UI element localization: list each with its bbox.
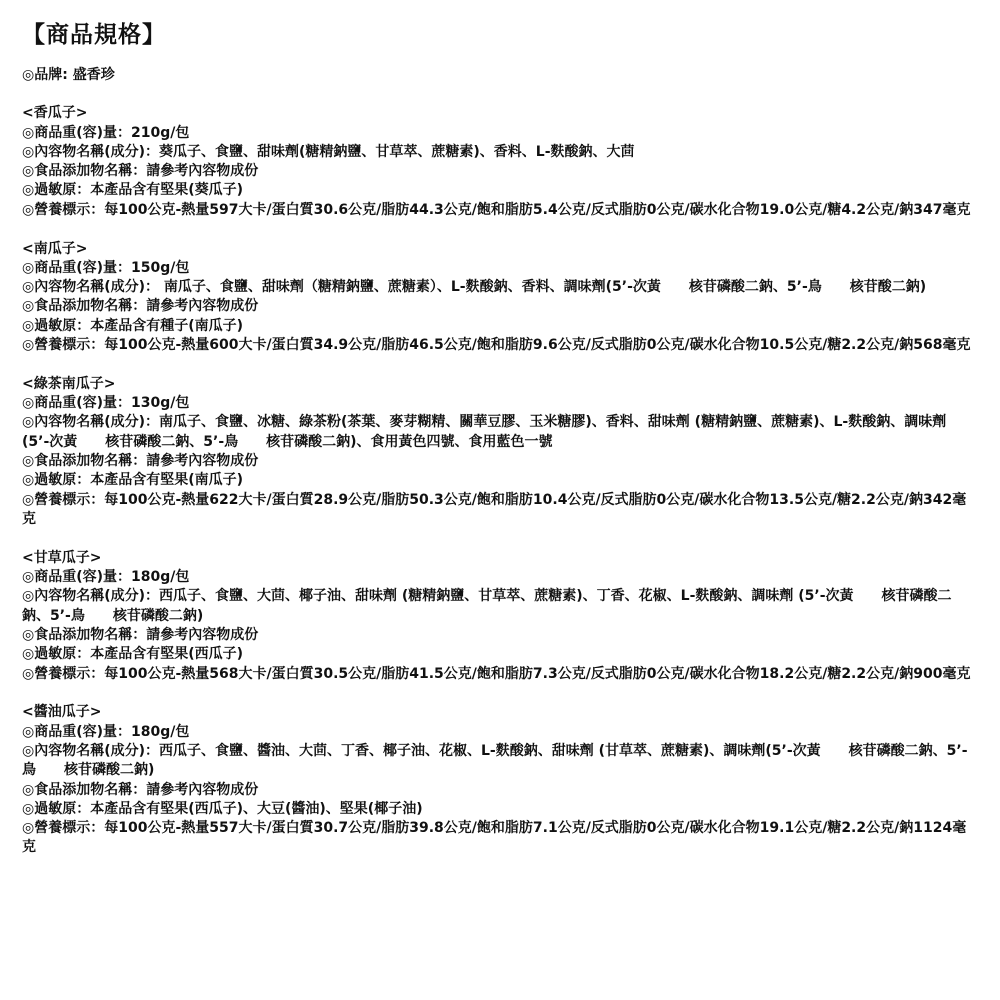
additives-line: ◎食品添加物名稱：請參考內容物成份 [22, 298, 259, 315]
allergen-line: ◎過敏原：本產品含有堅果(西瓜子) [22, 646, 244, 663]
net-weight-line: ◎商品重(容)量：150g/包 [22, 259, 190, 276]
additives-line: ◎食品添加物名稱：請參考內容物成份 [22, 453, 259, 470]
allergen-line: ◎過敏原：本產品含有堅果(南瓜子) [22, 472, 244, 489]
section-header: <甘草瓜子> [22, 549, 102, 566]
ingredients-line: ◎內容物名稱(成分)： 南瓜子、食鹽、甜味劑（糖精鈉鹽、蔗糖素）、L-麩酸鈉、香料、調味劑(5’-次黃 核苷磷酸二鈉、5’-鳥 核苷酸二鈉) [22, 279, 927, 296]
allergen-line: ◎過敏原：本產品含有堅果(葵瓜子) [22, 182, 244, 199]
section-header: <醬油瓜子> [22, 704, 102, 721]
section-header: <綠茶南瓜子> [22, 375, 116, 392]
nutrition-line: ◎營養標示：每100公克-熱量600大卡/蛋白質34.9公克/脂肪46.5公克/飽和脂肪9.6公克/反式脂肪0公克/碳水化合物10.5公克/糖2.2公克/鈉568毫克 [22, 337, 971, 354]
net-weight-line: ◎商品重(容)量：130g/包 [22, 395, 190, 412]
spec-document [22, 14, 977, 877]
ingredients-line: ◎內容物名稱(成分)：西瓜子、食鹽、大茴、椰子油、甜味劑 (糖精鈉鹽、甘草萃、蔗糖素)、丁香、花椒、L-麩酸鈉、調味劑 (5’-次黃 核苷磷酸二鈉、5’-鳥 核苷磷酸二鈉) [22, 588, 952, 624]
net-weight-line: ◎商品重(容)量：180g/包 [22, 569, 190, 586]
product-section-jiangyou-guazi [22, 703, 977, 857]
nutrition-line: ◎營養標示：每100公克-熱量597大卡/蛋白質30.6公克/脂肪44.3公克/飽和脂肪5.4公克/反式脂肪0公克/碳水化合物19.0公克/糖4.2公克/鈉347毫克 [22, 201, 971, 218]
allergen-line: ◎過敏原：本產品含有種子(南瓜子) [22, 317, 244, 334]
product-section-xiang-guazi [22, 104, 977, 220]
additives-line: ◎食品添加物名稱：請參考內容物成份 [22, 163, 259, 180]
nutrition-line: ◎營養標示：每100公克-熱量557大卡/蛋白質30.7公克/脂肪39.8公克/飽和脂肪7.1公克/反式脂肪0公克/碳水化合物19.1公克/糖2.2公克/鈉1124毫克 [22, 820, 967, 856]
additives-line: ◎食品添加物名稱：請參考內容物成份 [22, 626, 259, 643]
section-header: <南瓜子> [22, 240, 88, 257]
nutrition-line: ◎營養標示：每100公克-熱量622大卡/蛋白質28.9公克/脂肪50.3公克/飽和脂肪10.4公克/反式脂肪0公克/碳水化合物13.5公克/糖2.2公克/鈉342毫克 [22, 491, 967, 527]
net-weight-line: ◎商品重(容)量：210g/包 [22, 124, 190, 141]
page-title: 【商品規格】 [22, 22, 166, 48]
allergen-line: ◎過敏原：本產品含有堅果(西瓜子)、大豆(醬油)、堅果(椰子油) [22, 800, 423, 817]
brand-line: ◎品牌: 盛香珍 [22, 67, 115, 83]
nutrition-line: ◎營養標示：每100公克-熱量568大卡/蛋白質30.5公克/脂肪41.5公克/飽和脂肪7.3公克/反式脂肪0公克/碳水化合物18.2公克/糖2.2公克/鈉900毫克 [22, 665, 971, 682]
ingredients-line: ◎內容物名稱(成分)：西瓜子、食鹽、醬油、大茴、丁香、椰子油、花椒、L-麩酸鈉、甜味劑 (甘草萃、蔗糖素)、調味劑(5’-次黃 核苷磷酸二鈉、5’-鳥 核苷磷酸二鈉) [22, 742, 968, 779]
section-header: <香瓜子> [22, 105, 88, 122]
product-section-nan-guazi [22, 240, 977, 356]
ingredients-line: ◎內容物名稱(成分)：葵瓜子、食鹽、甜味劑(糖精鈉鹽、甘草萃、蔗糖素)、香料、L-麩酸鈉、大茴 [22, 143, 635, 160]
product-section-gancao-guazi [22, 549, 977, 684]
product-section-lvcha-nan-guazi [22, 375, 977, 529]
net-weight-line: ◎商品重(容)量：180g/包 [22, 723, 190, 740]
additives-line: ◎食品添加物名稱：請參考內容物成份 [22, 781, 259, 798]
ingredients-line: ◎內容物名稱(成分)：南瓜子、食鹽、冰糖、綠茶粉(茶葉、麥芽糊精、關華豆膠、玉米糖膠)、香料、甜味劑 (糖精鈉鹽、蔗糖素)、L-麩酸鈉、調味劑 (5’-次黃 核苷磷酸二鈉、5’-鳥 核苷磷酸二鈉)、食用黃色四號、食用藍色一號 [22, 414, 952, 450]
